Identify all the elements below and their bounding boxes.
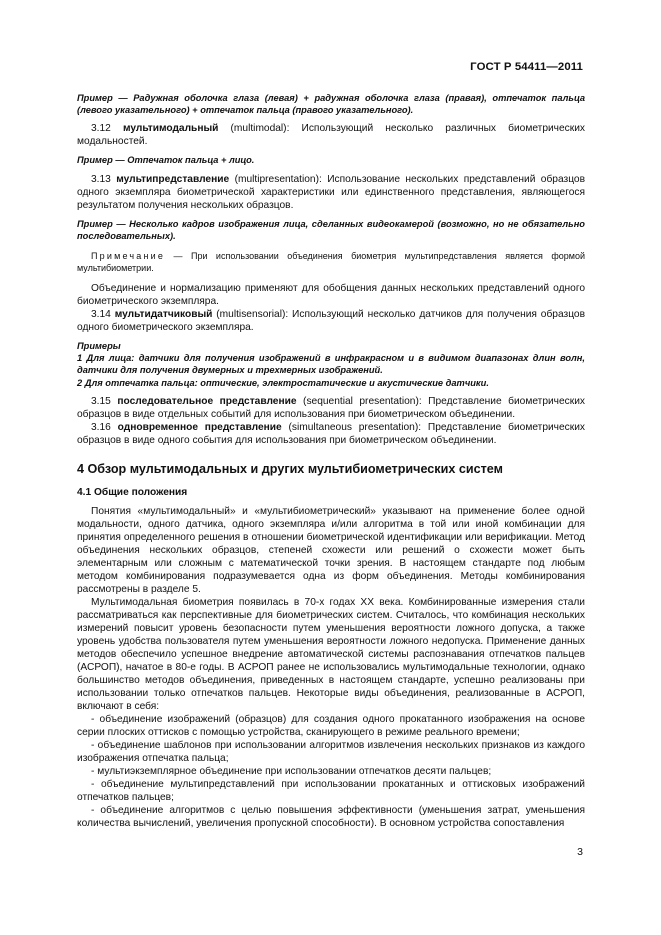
note-label: Примечание bbox=[91, 251, 166, 262]
term-number: 3.14 bbox=[91, 309, 115, 321]
term-definition: (multipresentation): Использование нескольких представлений образцов одного экземпляра биометрической характеристики или единственного представления, являющегося результатом получения нескольких образцов. bbox=[77, 173, 585, 211]
paragraph-1: Понятия «мультимодальный» и «мультибиометрический» указывают на применение более одной модальности, одного датчика, одного экземпляра и/или алгоритма в той или иной комбинации для принятия определенного решения в отношении биометрической идентификации или верификации. Метод объединения нескольких образцов, степеней схожести или решений о схожести может быть элементарным или сложным с математической точки зрения. В настоящем стандарте под любым методом комбинирования подразумевается одна из форм объединения. Методы комбинирования рассмотрены в разделе 5. bbox=[77, 505, 585, 595]
example-3: Пример — Несколько кадров изображения лица, сделанных видеокамерой (возможно, но не обязательно последовательных). bbox=[77, 218, 585, 241]
example-2: Пример — Отпечаток пальца + лицо. bbox=[77, 155, 255, 166]
paragraph-normalization: Объединение и нормализацию применяют для обобщения данных нескольких представлений одного биометрического экземпляра. bbox=[77, 283, 585, 308]
subsection-heading-4-1: 4.1 Общие положения bbox=[77, 486, 188, 498]
paragraph-2: Мультимодальная биометрия появилась в 70-х годах XX века. Комбинированные измерения стали рассматриваться как перспективные для биометрических систем. Считалось, что комбинация нескольких измерений повысит уровень безопасности путем уменьшения вероятности ложного допуска, а также уровень удобства пользователя путем уменьшения вероятности ложного недопуска. Применение данных методов обеспечило успешное внедрение автоматической системы распознавания отпечатков пальцев (АСРОП), начатое в 80-е годы. В АСРОП ранее не использовались мультимодальные технологии, однако большинство методов объединения, приведенных в настоящем стандарте, успешно реализованы при использовании только отпечатков пальцев. Некоторые виды объединения, реализованные в АСРОП, включают в себя: bbox=[77, 596, 585, 712]
term-title: мультипредставление bbox=[116, 173, 230, 185]
examples-title: Примеры bbox=[77, 341, 121, 352]
term-3-15 bbox=[77, 395, 585, 421]
page-number: 3 bbox=[577, 846, 583, 858]
term-definition: (multimodal): Использующий несколько различных биометрических модальностей. bbox=[77, 123, 585, 148]
term-number: 3.16 bbox=[91, 421, 118, 433]
example-4-1: 1 Для лица: датчики для получения изображений в инфракрасном и в видимом диапазонах длин волн, датчики для получения двумерных и трехмерных изображений. bbox=[77, 353, 585, 376]
term-definition: (multisensorial): Использующий несколько датчиков для получения образцов одного биометрического экземпляра. bbox=[77, 309, 585, 334]
term-title: мультидатчиковый bbox=[114, 309, 213, 321]
note bbox=[77, 250, 585, 274]
term-3-12 bbox=[77, 122, 585, 148]
section-heading-4: 4 Обзор мультимодальных и других мультибиометрических систем bbox=[77, 461, 503, 476]
term-3-14 bbox=[77, 308, 585, 334]
term-3-16 bbox=[77, 421, 585, 447]
list-item: - объединение шаблонов при использовании алгоритмов извлечения нескольких признаков из каждого изображения отпечатка пальца; bbox=[77, 739, 585, 764]
term-3-13 bbox=[77, 173, 585, 212]
term-title: одновременное представление bbox=[117, 421, 282, 433]
term-number: 3.15 bbox=[91, 395, 118, 407]
example-4-2: 2 Для отпечатка пальца: оптические, электростатические и акустические датчики. bbox=[77, 377, 489, 388]
term-title: мультимодальный bbox=[122, 123, 219, 135]
standard-header: ГОСТ Р 54411—2011 bbox=[470, 61, 583, 73]
term-definition: (sequential presentation): Представление биометрических образцов в виде отдельных событий для использования при биометрическом объединении. bbox=[77, 395, 585, 420]
term-title: последовательное представление bbox=[117, 395, 297, 407]
example-1: Пример — Радужная оболочка глаза (левая) + радужная оболочка глаза (правая), отпечаток пальца (левого указательного) + отпечаток пальца (правого указательного). bbox=[77, 93, 585, 116]
page-content bbox=[77, 92, 585, 830]
list-item: - объединение мультипредставлений при использовании прокатанных и оттисковых изображений отпечатков пальцев; bbox=[77, 778, 585, 803]
list-item: - объединение алгоритмов с целью повышения эффективности (уменьшения затрат, уменьшения количества вычислений, увеличения пропускной способности). В основном устройства сопоставления bbox=[77, 804, 585, 829]
term-definition: (simultaneous presentation): Представление биометрических образцов в виде одного события для использования при биометрическом объединении. bbox=[77, 421, 585, 446]
term-number: 3.13 bbox=[91, 173, 117, 185]
term-number: 3.12 bbox=[91, 123, 123, 135]
list-item: - мультиэкземплярное объединение при использовании отпечатков десяти пальцев; bbox=[91, 765, 492, 777]
list-item: - объединение изображений (образцов) для создания одного прокатанного изображения на основе серии плоских оттисков с помощью устройства, сканирующего в режиме реального времени; bbox=[77, 713, 585, 738]
note-text: — При использовании объединения биометрия мультипредставления является формой мультибиометрии. bbox=[77, 251, 585, 274]
